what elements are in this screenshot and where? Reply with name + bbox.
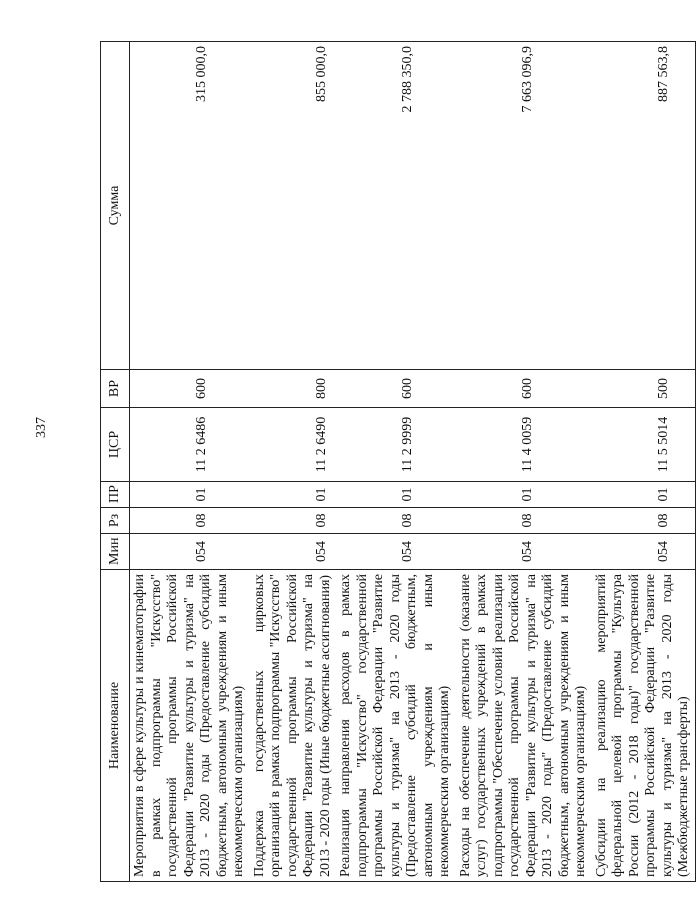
table-row bbox=[250, 42, 337, 882]
header-name: Наименование bbox=[101, 570, 130, 882]
header-row bbox=[101, 42, 130, 882]
row-csr: 11 2 6486 bbox=[130, 408, 250, 482]
table-row bbox=[336, 42, 456, 882]
row-min: 054 bbox=[456, 534, 592, 570]
row-vr: 500 bbox=[592, 370, 696, 408]
row-name: Поддержка государственных цирковых организаций в рамках подпрограммы "Искусство" государственной программы Российской Федерации "Развитие культуры и туризма" на 2013 - 2020 годы (Иные бюджетные ассигнования) bbox=[250, 570, 337, 882]
page-number: 337 bbox=[34, 417, 49, 438]
row-name: Субсидии на реализацию мероприятий федеральной целевой программы "Культура России (2012 - 2018 годы)" государственной программы Российской Федерации "Развитие культуры и туризма" на 2013 - 2020 годы (Межбюджетные трансферты) bbox=[592, 570, 696, 882]
row-name: Расходы на обеспечение деятельности (оказание услуг) государственных учреждений в рамках подпрограммы "Обеспечение условий реализации государственной программы Российской Федерации "Развитие культуры и туризма" на 2013 - 2020 годы" (Предоставление субсидий бюджетным, автономным учреждениям и иным некоммерческим организациям) bbox=[456, 570, 592, 882]
row-vr: 600 bbox=[456, 370, 592, 408]
row-sum: 315 000,0 bbox=[130, 42, 250, 370]
row-sum: 887 563,8 bbox=[592, 42, 696, 370]
header-vr: ВР bbox=[101, 370, 130, 408]
row-pr: 01 bbox=[336, 482, 456, 508]
row-rz: 08 bbox=[592, 508, 696, 534]
row-csr: 11 2 6490 bbox=[250, 408, 337, 482]
row-pr: 01 bbox=[592, 482, 696, 508]
table-row bbox=[130, 42, 250, 882]
row-pr: 01 bbox=[456, 482, 592, 508]
row-min: 054 bbox=[592, 534, 696, 570]
table-row bbox=[592, 42, 696, 882]
row-csr: 11 5 5014 bbox=[592, 408, 696, 482]
row-pr: 01 bbox=[250, 482, 337, 508]
row-csr: 11 4 0059 bbox=[456, 408, 592, 482]
row-min: 054 bbox=[336, 534, 456, 570]
header-csr: ЦСР bbox=[101, 408, 130, 482]
budget-table bbox=[100, 41, 696, 882]
row-sum: 2 788 350,0 bbox=[336, 42, 456, 370]
row-sum: 855 000,0 bbox=[250, 42, 337, 370]
header-sum: Сумма bbox=[101, 42, 130, 370]
row-vr: 600 bbox=[336, 370, 456, 408]
row-sum: 7 663 096,9 bbox=[456, 42, 592, 370]
row-name: Реализация направления расходов в рамках подпрограммы "Искусство" государственной программы Российской Федерации "Развитие культуры и туризма" на 2013 - 2020 годы (Предоставление субсидий бюджетным, автономным учреждениям и иным некоммерческим организациям) bbox=[336, 570, 456, 882]
row-rz: 08 bbox=[336, 508, 456, 534]
row-pr: 01 bbox=[130, 482, 250, 508]
row-min: 054 bbox=[130, 534, 250, 570]
row-vr: 600 bbox=[130, 370, 250, 408]
row-min: 054 bbox=[250, 534, 337, 570]
header-pr: ПР bbox=[101, 482, 130, 508]
header-rz: Рз bbox=[101, 508, 130, 534]
row-name: Мероприятия в сфере культуры и кинематографии в рамках подпрограммы "Искусство" государственной программы Российской Федерации "Развитие культуры и туризма" на 2013 - 2020 годы (Предоставление субсидий бюджетным, автономным учреждениям и иным некоммерческим организациям) bbox=[130, 570, 250, 882]
row-rz: 08 bbox=[456, 508, 592, 534]
budget-table-sheet bbox=[100, 42, 691, 882]
row-rz: 08 bbox=[250, 508, 337, 534]
header-min: Мин bbox=[101, 534, 130, 570]
row-rz: 08 bbox=[130, 508, 250, 534]
row-csr: 11 2 9999 bbox=[336, 408, 456, 482]
row-vr: 800 bbox=[250, 370, 337, 408]
table-row bbox=[456, 42, 592, 882]
